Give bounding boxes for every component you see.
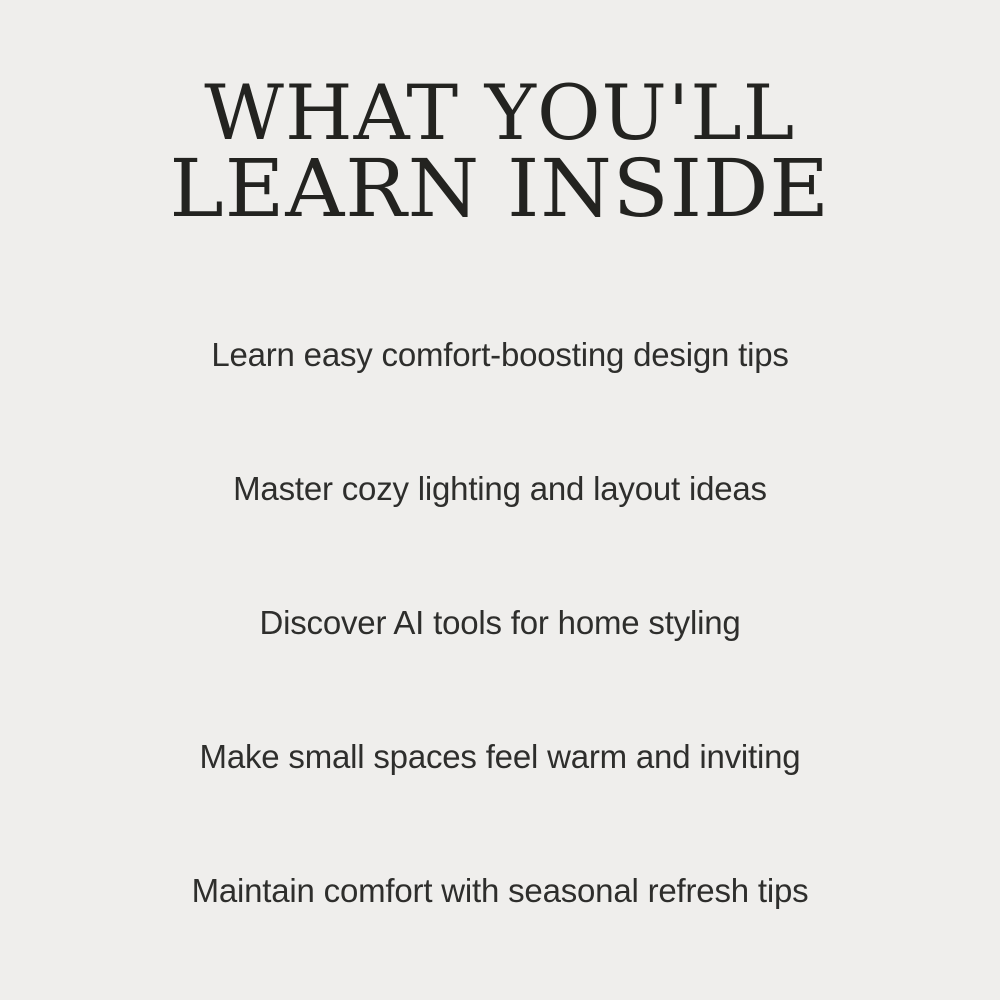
- list-item: Master cozy lighting and layout ideas: [233, 469, 767, 507]
- learning-points-list: [0, 288, 1000, 958]
- list-item: Discover AI tools for home styling: [259, 603, 741, 641]
- list-item: Learn easy comfort-boosting design tips: [211, 335, 789, 373]
- page-title-line-1: WHAT YOU'LL: [204, 68, 796, 157]
- page-title: [169, 68, 831, 235]
- list-item: Maintain comfort with seasonal refresh tips: [191, 871, 809, 909]
- list-item: Make small spaces feel warm and inviting: [199, 737, 801, 775]
- page-title-line-2: LEARN INSIDE: [169, 141, 831, 235]
